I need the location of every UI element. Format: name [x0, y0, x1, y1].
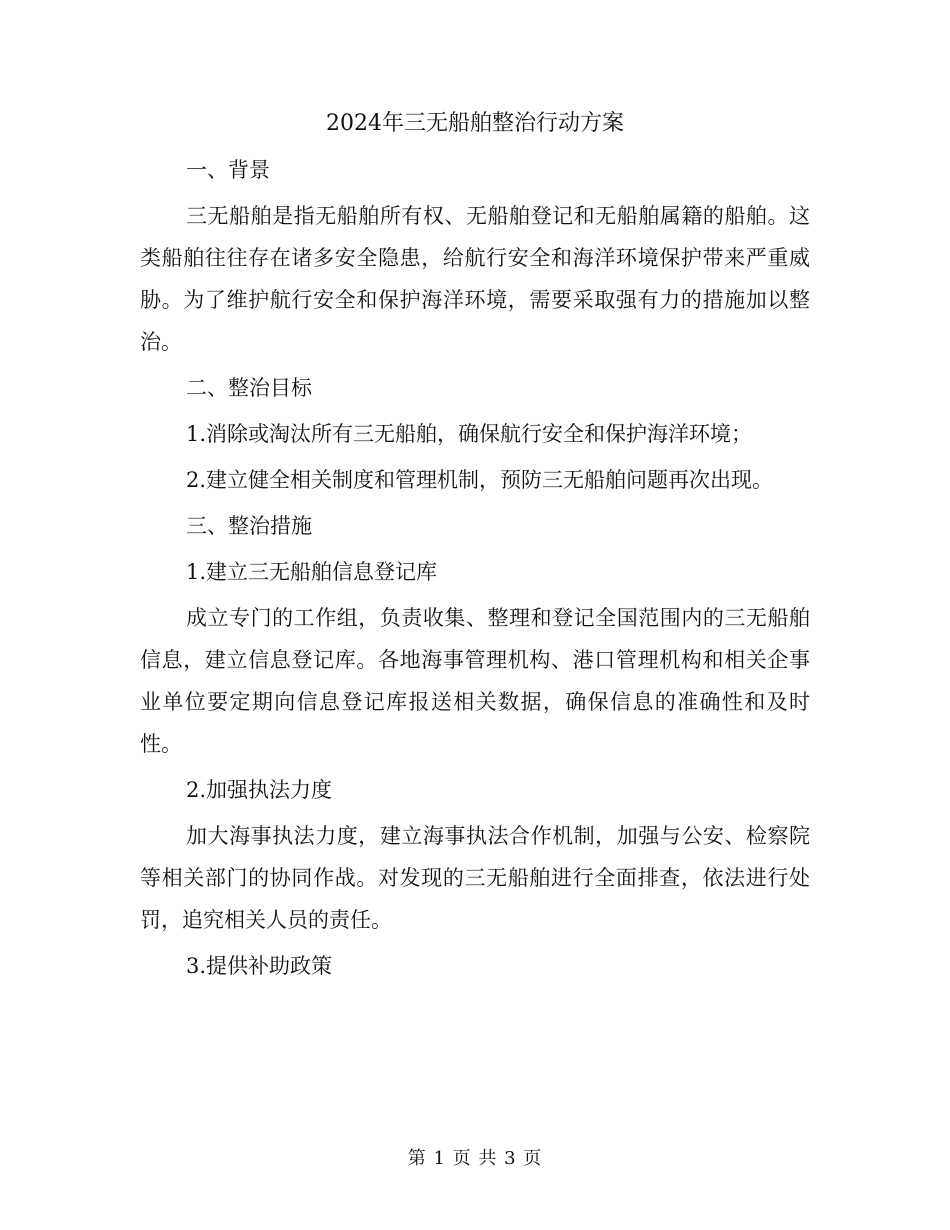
- section-heading-background: 一、背景: [186, 158, 270, 182]
- measure-paragraph-1: 成立专门的工作组，负责收集、整理和登记全国范围内的三无船舶信息，建立信息登记库。各地海事管理机构、港口管理机构和相关企事业单位要定期向信息登记库报送相关数据，确保信息的准确性和及时性。: [140, 606, 810, 756]
- document-title: 2024年三无船舶整治行动方案: [326, 111, 624, 136]
- page-number: 第 1 页 共 3 页: [407, 1148, 543, 1169]
- measure-paragraph-2: 加大海事执法力度，建立海事执法合作机制，加强与公安、检察院等相关部门的协同作战。对发现的三无船舶进行全面排查，依法进行处罚，追究相关人员的责任。: [140, 824, 810, 932]
- measure-heading-3: 3.提供补助政策: [186, 954, 333, 978]
- measure-heading-2: 2.加强执法力度: [186, 778, 333, 802]
- goal-item-2: 2.建立健全相关制度和管理机制，预防三无船舶问题再次出现。: [186, 468, 774, 492]
- section-heading-goals: 二、整治目标: [186, 376, 312, 400]
- measure-heading-1: 1.建立三无船舶信息登记库: [186, 560, 438, 584]
- paragraph-background: 三无船舶是指无船舶所有权、无船舶登记和无船舶属籍的船舶。这类船舶往往存在诸多安全隐患，给航行安全和海洋环境保护带来严重威胁。为了维护航行安全和保护海洋环境，需要采取强有力的措施加以整治。: [140, 204, 810, 354]
- goal-item-1: 1.消除或淘汰所有三无船舶，确保航行安全和保护海洋环境；: [186, 422, 753, 446]
- document-body: [140, 103, 810, 991]
- section-heading-measures: 三、整治措施: [186, 514, 312, 538]
